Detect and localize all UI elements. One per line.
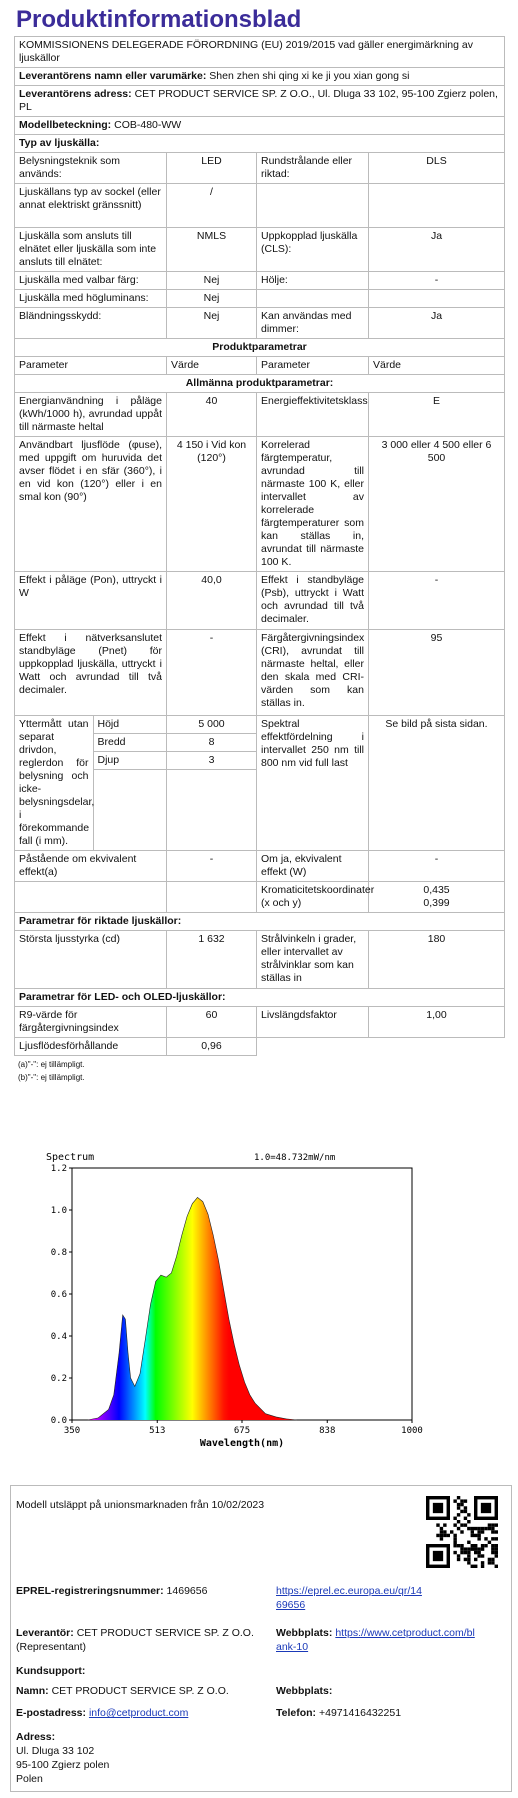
support-name-label: Namn: bbox=[16, 1685, 49, 1697]
footer-panel bbox=[10, 1485, 512, 1792]
eprel-value: 1469656 bbox=[166, 1585, 208, 1597]
footnote-b: (b)"-": ej tillämpligt. bbox=[18, 1073, 85, 1082]
led-label: Livslängdsfaktor bbox=[257, 1007, 369, 1038]
address-line-2: 95-100 Zgierz polen bbox=[16, 1759, 110, 1771]
intensity-value: 1 632 bbox=[167, 931, 257, 989]
param-value: 4 150 i Vid kon (120°) bbox=[167, 437, 257, 572]
eprel-row bbox=[16, 1584, 207, 1598]
y-tick-label: 0.6 bbox=[50, 1290, 67, 1300]
address-line-3: Polen bbox=[16, 1773, 43, 1785]
claim-row bbox=[15, 851, 505, 882]
type-label: Hölje: bbox=[257, 272, 369, 290]
type-label bbox=[257, 184, 369, 228]
chart-annotation: 1.0=48.732mW/nm bbox=[254, 1153, 336, 1163]
y-tick-label: 1.2 bbox=[50, 1164, 67, 1174]
type-value: / bbox=[167, 184, 257, 228]
type-value bbox=[369, 184, 505, 228]
type-row bbox=[15, 308, 505, 339]
phone-value: +4971416432251 bbox=[318, 1707, 402, 1719]
param-value: 3 000 eller 4 500 eller 6 500 bbox=[369, 437, 505, 572]
website-label: Webbplats: bbox=[276, 1627, 333, 1639]
type-value: LED bbox=[167, 153, 257, 184]
supplier-address-label: Leverantörens adress: bbox=[19, 88, 132, 100]
chroma-values bbox=[369, 882, 505, 913]
x-tick-label: 838 bbox=[319, 1426, 336, 1436]
supplier-row bbox=[16, 1626, 266, 1654]
info-table bbox=[14, 36, 505, 1056]
chroma-x: 0,435 bbox=[423, 884, 450, 896]
spectrum-chart bbox=[44, 1140, 474, 1455]
type-value: - bbox=[369, 272, 505, 290]
dim-key: Djup bbox=[93, 752, 166, 770]
chroma-y: 0,399 bbox=[423, 897, 450, 909]
address-label: Adress: bbox=[16, 1731, 56, 1743]
supplier-name-value: Shen zhen shi qing xi ke ji you xian gong si bbox=[209, 70, 410, 82]
general-heading: Allmänna produktparametrar: bbox=[15, 375, 505, 393]
dim-value: 3 bbox=[167, 752, 256, 770]
col-header-parameter: Parameter bbox=[257, 357, 369, 375]
intensity-label: Största ljusstyrka (cd) bbox=[15, 931, 167, 989]
param-value: 95 bbox=[369, 630, 505, 716]
y-tick-label: 1.0 bbox=[50, 1206, 67, 1216]
claim-value: - bbox=[167, 851, 257, 882]
type-value: Nej bbox=[167, 272, 257, 290]
type-label: Ljuskälla med valbar färg: bbox=[15, 272, 167, 290]
supplier-name-label: Leverantörens namn eller varumärke: bbox=[19, 70, 207, 82]
param-label: Effekt i standbyläge (Psb), uttryckt i Watt och avrundad till två decimaler. bbox=[257, 572, 369, 630]
type-heading: Typ av ljuskälla: bbox=[15, 135, 505, 153]
param-value: - bbox=[369, 572, 505, 630]
dim-key: Bredd bbox=[93, 734, 166, 752]
led-value: 1,00 bbox=[369, 1007, 505, 1038]
led-heading: Parametrar för LED- och OLED-ljuskällor: bbox=[15, 989, 505, 1007]
dim-value: 5 000 bbox=[167, 716, 256, 734]
directional-row bbox=[15, 931, 505, 989]
type-label bbox=[257, 290, 369, 308]
type-value bbox=[369, 290, 505, 308]
type-label: Ljuskällans typ av sockel (eller annat elektriskt gränssnitt) bbox=[15, 184, 167, 228]
spectral-value: Se bild på sista sidan. bbox=[369, 716, 505, 851]
support-name-row bbox=[16, 1684, 229, 1698]
eprel-label: EPREL-registreringsnummer: bbox=[16, 1585, 164, 1597]
type-value: Ja bbox=[369, 308, 505, 339]
supplier-name-row bbox=[15, 68, 505, 86]
param-value: 40 bbox=[167, 393, 257, 437]
param-value: - bbox=[167, 630, 257, 716]
led-label: R9-värde för färgåtergivningsindex bbox=[15, 1007, 167, 1038]
type-value: Nej bbox=[167, 290, 257, 308]
address-line-1: Ul. Dluga 33 102 bbox=[16, 1745, 95, 1757]
type-label: Uppkopplad ljuskälla (CLS): bbox=[257, 228, 369, 272]
col-header-value: Värde bbox=[369, 357, 505, 375]
param-label: Effekt i nätverksanslutet standbyläge (Pnet) för uppkopplad ljuskälla, uttryckt i Watt och avrundad till två decimaler. bbox=[15, 630, 167, 716]
email-link[interactable]: info@cetproduct.com bbox=[88, 1707, 189, 1719]
type-label: Ljuskälla med högluminans: bbox=[15, 290, 167, 308]
beam-angle-label: Strålvinkeln i grader, eller intervallet av strålvinklar som kan ställas in bbox=[257, 931, 369, 989]
phone-row bbox=[276, 1706, 401, 1720]
x-axis-label: Wavelength(nm) bbox=[199, 1438, 285, 1449]
type-label: Rundstrålande eller riktad: bbox=[257, 153, 369, 184]
type-value: DLS bbox=[369, 153, 505, 184]
led-value: 60 bbox=[167, 1007, 257, 1038]
website-link[interactable]: https://www.cetproduct.com/blank-10 bbox=[276, 1627, 475, 1653]
beam-angle-value: 180 bbox=[369, 931, 505, 989]
led-value: 0,96 bbox=[167, 1038, 257, 1056]
y-tick-label: 0.0 bbox=[50, 1416, 67, 1426]
type-row bbox=[15, 153, 505, 184]
chroma-label: Kromaticitetskoordinater (x och y) bbox=[257, 882, 369, 913]
x-tick-label: 350 bbox=[63, 1426, 81, 1436]
general-row bbox=[15, 572, 505, 630]
page-title: Produktinformationsblad bbox=[16, 6, 302, 33]
chart-title: Spectrum bbox=[46, 1152, 95, 1163]
col-header-value: Värde bbox=[167, 357, 257, 375]
col-header-parameter: Parameter bbox=[15, 357, 167, 375]
param-label: Energieffektivitetsklass bbox=[257, 393, 369, 437]
params-heading: Produktparametrar bbox=[15, 339, 505, 357]
equivalent-power-label: Om ja, ekvivalent effekt (W) bbox=[257, 851, 369, 882]
x-tick-label: 513 bbox=[149, 1426, 166, 1436]
general-row bbox=[15, 393, 505, 437]
type-row bbox=[15, 272, 505, 290]
param-label: Korrelerad färgtemperatur, avrundad till närmaste 100 K, eller intervallet av korrelerade färgtemperaturer som kan ställas in, avrundat till närmaste 100 K. bbox=[257, 437, 369, 572]
general-row bbox=[15, 630, 505, 716]
equivalent-power-value: - bbox=[369, 851, 505, 882]
website-row bbox=[276, 1626, 476, 1654]
general-row bbox=[15, 437, 505, 572]
type-label: Ljuskälla som ansluts till elnätet eller ljuskälla som inte ansluts till elnätet: bbox=[15, 228, 167, 272]
footnote-a: (a)"-": ej tillämpligt. bbox=[18, 1060, 85, 1069]
model-label: Modellbeteckning: bbox=[19, 119, 112, 131]
type-row bbox=[15, 184, 505, 228]
placed-on-market: Modell utsläppt på unionsmarknaden från 10/02/2023 bbox=[16, 1499, 265, 1511]
directional-heading: Parametrar för riktade ljuskällor: bbox=[15, 913, 505, 931]
param-label: Effekt i påläge (Pon), uttryckt i W bbox=[15, 572, 167, 630]
type-label: Belysningsteknik som används: bbox=[15, 153, 167, 184]
param-value: E bbox=[369, 393, 505, 437]
supplier-address-row bbox=[15, 86, 505, 117]
supplier-label: Leverantör: bbox=[16, 1627, 74, 1639]
param-label: Energianvändning i påläge (kWh/1000 h), avrundad uppåt till närmaste heltal bbox=[15, 393, 167, 437]
type-label: Kan användas med dimmer: bbox=[257, 308, 369, 339]
eprel-link[interactable]: https://eprel.ec.europa.eu/qr/1469656 bbox=[276, 1585, 422, 1611]
led-label: Ljusflödesförhållande bbox=[15, 1038, 167, 1056]
x-tick-label: 1000 bbox=[401, 1426, 423, 1436]
x-tick-label: 675 bbox=[233, 1426, 251, 1436]
phone-label: Telefon: bbox=[276, 1707, 317, 1719]
support-label: Kundsupport: bbox=[16, 1665, 86, 1677]
param-value: 40,0 bbox=[167, 572, 257, 630]
y-tick-label: 0.8 bbox=[50, 1248, 67, 1258]
dimensions-cell bbox=[15, 716, 167, 851]
param-label: Färgåtergivningsindex (CRI), avrundat till närmaste heltal, eller den skala med CRI-värden som kan ställas in. bbox=[257, 630, 369, 716]
regulation-text: KOMMISSIONENS DELEGERADE FÖRORDNING (EU) 2019/2015 vad gäller energimärkning av ljuskällor bbox=[15, 37, 505, 68]
chroma-row bbox=[15, 882, 505, 913]
spectral-label: Spektral effektfördelning i intervallet 250 nm till 800 nm vid full last bbox=[257, 716, 369, 851]
support-website-label: Webbplats: bbox=[276, 1685, 333, 1697]
type-value: NMLS bbox=[167, 228, 257, 272]
dim-value: 8 bbox=[167, 734, 256, 752]
qr-code-icon[interactable] bbox=[426, 1496, 498, 1568]
y-tick-label: 0.2 bbox=[50, 1374, 67, 1384]
dimensions-row bbox=[15, 716, 505, 851]
dimensions-values bbox=[167, 716, 257, 851]
dimensions-label: Yttermått utan separat drivdon, reglerdon för belysning och icke-belysningsdelar, i förekommande fall (i mm). bbox=[15, 716, 93, 850]
led-row bbox=[15, 1038, 505, 1056]
dim-key: Höjd bbox=[93, 716, 166, 734]
param-label: Användbart ljusflöde (φuse), med uppgift om huruvida det avser flödet i en sfär (360°), i en vid kon (120°) eller i en smal kon (90°) bbox=[15, 437, 167, 572]
support-name-value: CET PRODUCT SERVICE SP. Z O.O. bbox=[51, 1685, 229, 1697]
type-value: Nej bbox=[167, 308, 257, 339]
email-row bbox=[16, 1706, 188, 1720]
type-row bbox=[15, 228, 505, 272]
type-value: Ja bbox=[369, 228, 505, 272]
type-row bbox=[15, 290, 505, 308]
type-label: Bländningsskydd: bbox=[15, 308, 167, 339]
supplier-value: CET PRODUCT SERVICE SP. Z O.O. (Representant) bbox=[16, 1627, 254, 1653]
model-row bbox=[15, 117, 505, 135]
model-value: COB-480-WW bbox=[114, 119, 182, 131]
footnotes bbox=[18, 1060, 85, 1082]
supplier-address-value: CET PRODUCT SERVICE SP. Z O.O., Ul. Dluga 33 102, 95-100 Zgierz polen, PL bbox=[19, 88, 498, 113]
y-tick-label: 0.4 bbox=[50, 1332, 67, 1342]
email-label: E-postadress: bbox=[16, 1707, 87, 1719]
claim-label: Påstående om ekvivalent effekt(a) bbox=[15, 851, 167, 882]
led-row bbox=[15, 1007, 505, 1038]
